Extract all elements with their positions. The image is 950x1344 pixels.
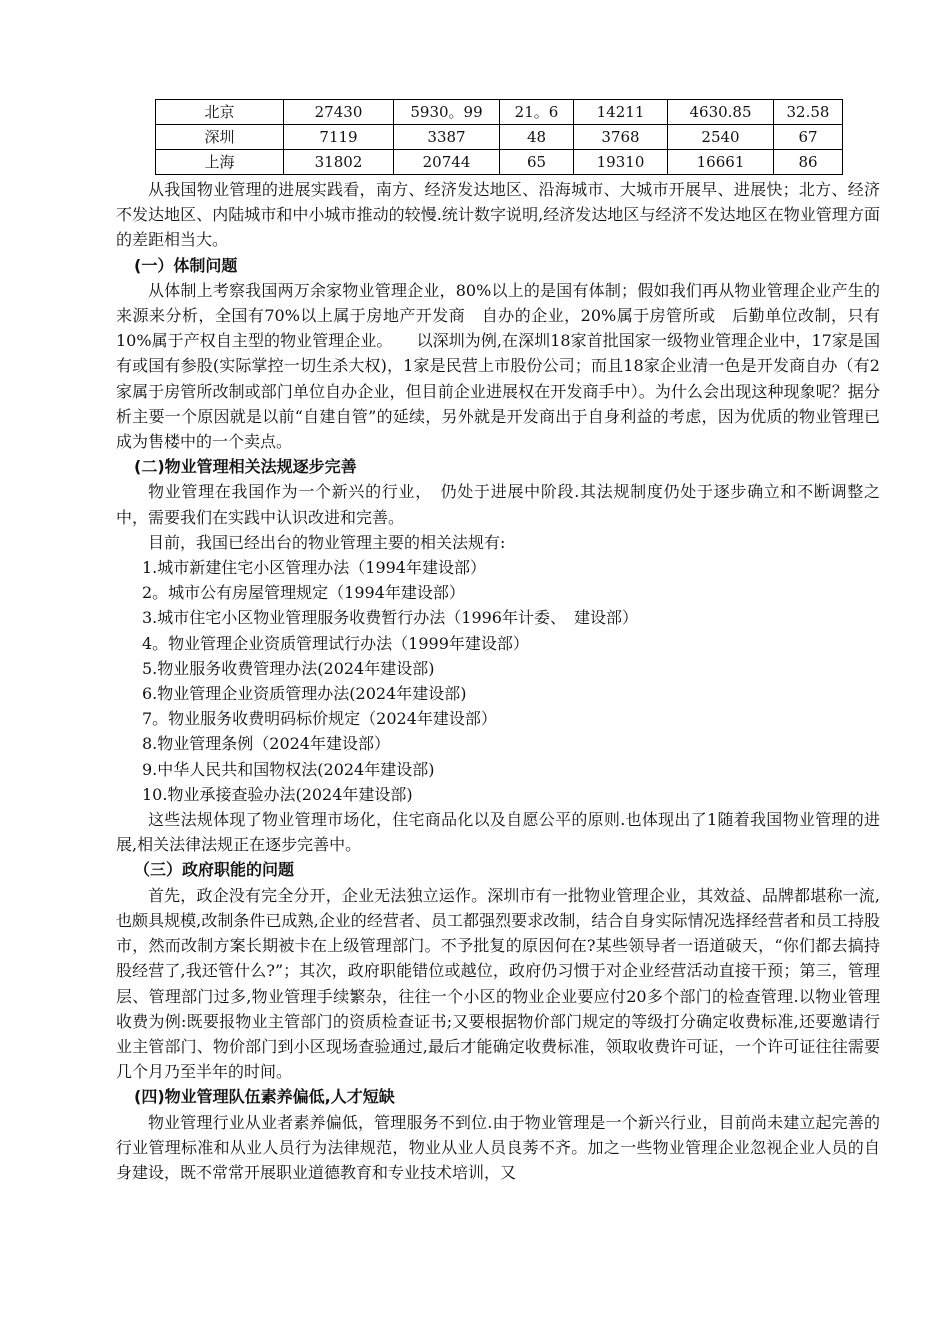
list-item: 8.物业管理条例（2024年建设部）: [142, 734, 390, 754]
table-cell: 19310: [574, 150, 668, 175]
paragraph-government-issues: 首先，政企没有完全分开，企业无法独立运作。深圳市有一批物业管理企业，其效益、品牌都堪称一流,也颇具规模,改制条件已成熟,企业的经营者、员工都强烈要求改制，结合自身实际情况选择经营者和员工持股市，然而改制方案长期被卡在上级管理部门。不予批复的原因何在?某些领导者一语道破天，“你们都去搞持股经营了,我还管什么?”；其次，政府职能错位或越位，政府仍习惯于对企业经营活动直接干预；第三，管理层、管理部门过多,物业管理手续繁杂，往往一个小区的物业企业要应付20多个部门的检查管理.以物业管理收费为例:既要报物业主管部门的资质检查证书;又要根据物价部门规定的等级打分确定收费标准,还要邀请行业主管部门、物价部门到小区现场查验通过,最后才能确定收费标准，领取收费许可证，一个许可证往往需要几个月乃至半年的时间。: [116, 885, 880, 1082]
table-cell: 7119: [284, 125, 394, 150]
paragraph-system-issues: 从体制上考察我国两万余家物业管理企业，80%以上的是国有体制；假如我们再从物业管理企业产生的来源来分析，全国有70%以上属于房地产开发商 自办的企业，20%属于房管所或 后勤单位改制，只有10%属于产权自主型的物业管理企业。 以深圳为例,在深圳18家首批国家一级物业管理企业中，17家是国有或国有参股(实际掌控一切生杀大权)，1家是民营上市股份公司；而且18家企业清一色是开发商自办（有2家属于房管所改制或部门单位自办企业，但目前企业进展权在开发商手中）。为什么会出现这种现象呢？据分析主要一个原因就是以前“自建自管”的延续，另外就是开发商出于自身利益的考虑，因为优质的物业管理已成为售楼中的一个卖点。: [116, 280, 880, 452]
list-item: 10.物业承接查验办法(2024年建设部): [142, 784, 413, 804]
list-item: 5.物业服务收费管理办法(2024年建设部): [142, 658, 435, 678]
table-cell: 67: [774, 125, 843, 150]
table-cell: 3387: [394, 125, 500, 150]
table-cell: 32.58: [774, 100, 843, 125]
list-item: 1.城市新建住宅小区管理办法（1994年建设部）: [142, 558, 486, 578]
table-cell: 48: [500, 125, 574, 150]
table-cell: 北京: [156, 100, 284, 125]
table-cell: 27430: [284, 100, 394, 125]
paragraph-staff-issues: 物业管理行业从业者素养偏低，管理服务不到位.由于物业管理是一个新兴行业，目前尚未建立起完善的行业管理标准和从业人员行为法律规范，物业从业人员良莠不齐。加之一些物业管理企业忽视企业人员的自身建设，既不常常开展职业道德教育和专业技术培训，又: [116, 1112, 880, 1182]
table-cell: 2540: [668, 125, 774, 150]
section-heading-government: （三）政府职能的问题: [134, 860, 295, 880]
table-cell: 4630.85: [668, 100, 774, 125]
paragraph-development-overview: 从我国物业管理的进展实践看，南方、经济发达地区、沿海城市、大城市开展早、进展快；北方、经济不发达地区、内陆城市和中小城市推动的较慢.统计数字说明,经济发达地区与经济不发达地区在物业管理方面的差距相当大。: [116, 180, 880, 250]
table-cell: 16661: [668, 150, 774, 175]
table-cell: 31802: [284, 150, 394, 175]
list-item: 9.中华人民共和国物权法(2024年建设部): [142, 759, 435, 779]
table-cell: 上海: [156, 150, 284, 175]
table-cell: 65: [500, 150, 574, 175]
document-body: [116, 177, 880, 1185]
paragraph-regulations-intro: 物业管理在我国作为一个新兴的行业， 仍处于进展中阶段.其法规制度仍处于逐步确立和不断调整之中，需要我们在实践中认识改进和完善。: [116, 482, 880, 527]
city-statistics-table: [155, 99, 843, 175]
table-row: [156, 150, 843, 175]
table-row: [156, 100, 843, 125]
table-cell: 86: [774, 150, 843, 175]
table-cell: 14211: [574, 100, 668, 125]
section-heading-regulations: (二)物业管理相关法规逐步完善: [134, 457, 357, 477]
table-cell: 5930。99: [394, 100, 500, 125]
list-item: 2。城市公有房屋管理规定（1994年建设部）: [142, 583, 465, 603]
table-cell: 20744: [394, 150, 500, 175]
paragraph-regulations-list-intro: 目前，我国已经出台的物业管理主要的相关法规有:: [148, 532, 506, 552]
list-item: 6.物业管理企业资质管理办法(2024年建设部): [142, 684, 467, 704]
table-cell: 21。6: [500, 100, 574, 125]
list-item: 4。物业管理企业资质管理试行办法（1999年建设部）: [142, 633, 529, 653]
table-row: [156, 125, 843, 150]
table-cell: 3768: [574, 125, 668, 150]
section-heading-staff: (四)物业管理队伍素养偏低,人才短缺: [134, 1087, 395, 1107]
table-cell: 深圳: [156, 125, 284, 150]
section-heading-system: (一）体制问题: [134, 255, 238, 275]
list-item: 3.城市住宅小区物业管理服务收费暂行办法（1996年计委、 建设部）: [142, 608, 638, 628]
paragraph-regulations-summary: 这些法规体现了物业管理市场化，住宅商品化以及自愿公平的原则.也体现出了1随着我国物业管理的进展,相关法律法规正在逐步完善中。: [116, 810, 880, 855]
list-item: 7。物业服务收费明码标价规定（2024年建设部）: [142, 709, 497, 729]
